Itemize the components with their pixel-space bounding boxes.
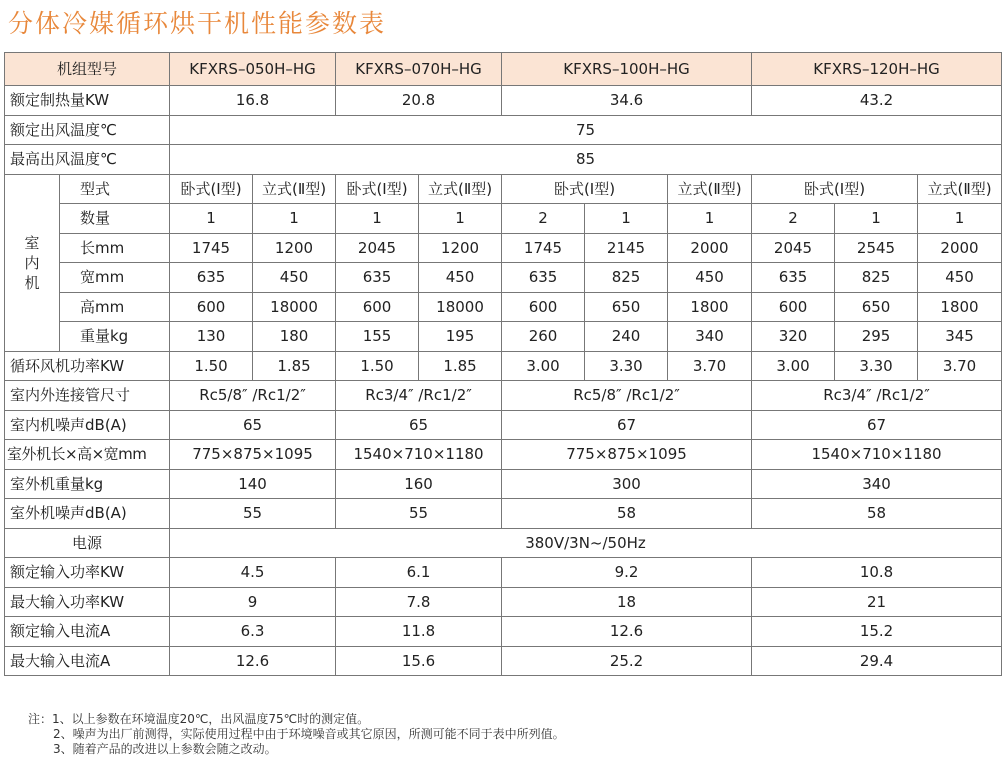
table-row (5, 381, 1002, 411)
cell: 卧式(Ⅰ型) (170, 174, 253, 204)
cell: 65 (336, 410, 502, 440)
cell: 2545 (835, 233, 918, 263)
footnotes (28, 712, 565, 756)
row-label: 电源 (5, 528, 170, 558)
cell: 1800 (918, 292, 1002, 322)
cell: 2045 (752, 233, 835, 263)
cell: 立式(Ⅱ型) (419, 174, 502, 204)
cell: 1 (835, 204, 918, 234)
cell: 11.8 (336, 617, 502, 647)
row-label: 高mm (60, 292, 170, 322)
table-row (5, 617, 1002, 647)
cell: 卧式(Ⅰ型) (336, 174, 419, 204)
cell: 1200 (419, 233, 502, 263)
cell: 2000 (668, 233, 752, 263)
cell: 1 (336, 204, 419, 234)
table-row (5, 351, 1002, 381)
cell: 1800 (668, 292, 752, 322)
cell: 320 (752, 322, 835, 352)
spec-table (4, 52, 1002, 676)
cell: 1 (918, 204, 1002, 234)
cell: 600 (336, 292, 419, 322)
cell: 立式(Ⅱ型) (253, 174, 336, 204)
cell: 600 (752, 292, 835, 322)
model-header: KFXRS–050H–HG (170, 53, 336, 86)
cell: 450 (918, 263, 1002, 293)
row-label: 室内外连接管尺寸 (5, 381, 170, 411)
table-row (5, 322, 1002, 352)
cell: 75 (170, 115, 1002, 145)
cell: 650 (835, 292, 918, 322)
cell: 2145 (585, 233, 668, 263)
cell: 卧式(Ⅰ型) (502, 174, 668, 204)
row-label: 室外机长×高×宽mm (5, 440, 170, 470)
model-header: KFXRS–120H–HG (752, 53, 1002, 86)
cell: 2045 (336, 233, 419, 263)
cell: 1.85 (253, 351, 336, 381)
cell: 1745 (502, 233, 585, 263)
cell: 15.2 (752, 617, 1002, 647)
cell: 295 (835, 322, 918, 352)
cell: 20.8 (336, 86, 502, 116)
cell: 3.00 (502, 351, 585, 381)
cell: 3.70 (668, 351, 752, 381)
indoor-unit-group-label: 室 内 机 (5, 174, 60, 351)
cell: 635 (336, 263, 419, 293)
table-row (5, 233, 1002, 263)
page-title: 分体冷媒循环烘干机性能参数表 (8, 9, 387, 38)
cell: 3.30 (835, 351, 918, 381)
cell: Rc3/4″ /Rc1/2″ (336, 381, 502, 411)
model-header-label: 机组型号 (5, 53, 170, 86)
cell: 775×875×1095 (502, 440, 752, 470)
cell: 67 (502, 410, 752, 440)
cell: 4.5 (170, 558, 336, 588)
row-label: 循环风机功率KW (5, 351, 170, 381)
row-label: 最大输入功率KW (5, 587, 170, 617)
cell: 16.8 (170, 86, 336, 116)
cell: 450 (419, 263, 502, 293)
cell: 18000 (253, 292, 336, 322)
model-header: KFXRS–100H–HG (502, 53, 752, 86)
row-label: 最高出风温度℃ (5, 145, 170, 175)
cell: 340 (668, 322, 752, 352)
cell: 55 (336, 499, 502, 529)
cell: 25.2 (502, 646, 752, 676)
cell: 58 (752, 499, 1002, 529)
table-row (5, 204, 1002, 234)
cell: 600 (170, 292, 253, 322)
cell: 2 (502, 204, 585, 234)
cell: 195 (419, 322, 502, 352)
cell: 21 (752, 587, 1002, 617)
cell: 3.30 (585, 351, 668, 381)
cell: 9 (170, 587, 336, 617)
cell: 55 (170, 499, 336, 529)
cell: 1745 (170, 233, 253, 263)
row-label: 最大输入电流A (5, 646, 170, 676)
cell: 1 (253, 204, 336, 234)
cell: 18000 (419, 292, 502, 322)
cell: 825 (585, 263, 668, 293)
cell: 1540×710×1180 (336, 440, 502, 470)
cell: 775×875×1095 (170, 440, 336, 470)
table-header-row (5, 53, 1002, 86)
cell: Rc5/8″ /Rc1/2″ (170, 381, 336, 411)
cell: 67 (752, 410, 1002, 440)
table-row (5, 115, 1002, 145)
table-row (5, 440, 1002, 470)
cell: 635 (502, 263, 585, 293)
table-row (5, 646, 1002, 676)
cell: 43.2 (752, 86, 1002, 116)
cell: 380V/3N~/50Hz (170, 528, 1002, 558)
cell: 160 (336, 469, 502, 499)
table-row (5, 587, 1002, 617)
row-label: 额定制热量KW (5, 86, 170, 116)
table-row (5, 292, 1002, 322)
cell: 450 (253, 263, 336, 293)
cell: 立式(Ⅱ型) (918, 174, 1002, 204)
cell: 130 (170, 322, 253, 352)
cell: 34.6 (502, 86, 752, 116)
table-row (5, 86, 1002, 116)
cell: 260 (502, 322, 585, 352)
footnote: 2、噪声为出厂前测得，实际使用过程中由于环境噪音或其它原因，所测可能不同于表中所列值。 (53, 727, 565, 741)
row-label: 宽mm (60, 263, 170, 293)
cell: Rc5/8″ /Rc1/2″ (502, 381, 752, 411)
cell: 7.8 (336, 587, 502, 617)
cell: Rc3/4″ /Rc1/2″ (752, 381, 1002, 411)
row-label: 额定输入电流A (5, 617, 170, 647)
cell: 140 (170, 469, 336, 499)
table-row (5, 528, 1002, 558)
row-label: 额定输入功率KW (5, 558, 170, 588)
cell: 1200 (253, 233, 336, 263)
cell: 240 (585, 322, 668, 352)
row-label: 型式 (60, 174, 170, 204)
row-label: 数量 (60, 204, 170, 234)
cell: 3.70 (918, 351, 1002, 381)
cell: 立式(Ⅱ型) (668, 174, 752, 204)
cell: 58 (502, 499, 752, 529)
cell: 450 (668, 263, 752, 293)
cell: 180 (253, 322, 336, 352)
row-label: 室外机重量kg (5, 469, 170, 499)
footnote: 3、随着产品的改进以上参数会随之改动。 (53, 742, 277, 756)
cell: 825 (835, 263, 918, 293)
cell: 2000 (918, 233, 1002, 263)
cell: 1 (170, 204, 253, 234)
cell: 65 (170, 410, 336, 440)
cell: 1 (585, 204, 668, 234)
table-row (5, 558, 1002, 588)
cell: 6.3 (170, 617, 336, 647)
cell: 635 (170, 263, 253, 293)
cell: 650 (585, 292, 668, 322)
cell: 3.00 (752, 351, 835, 381)
footnote: 注：1、以上参数在环境温度20℃，出风温度75℃时的测定值。 (28, 712, 370, 726)
row-label: 室外机噪声dB(A) (5, 499, 170, 529)
cell: 10.8 (752, 558, 1002, 588)
table-row (5, 145, 1002, 175)
cell: 1.85 (419, 351, 502, 381)
cell: 1.50 (170, 351, 253, 381)
cell: 12.6 (170, 646, 336, 676)
cell: 2 (752, 204, 835, 234)
cell: 29.4 (752, 646, 1002, 676)
cell: 85 (170, 145, 1002, 175)
table-row (5, 174, 1002, 204)
model-header: KFXRS–070H–HG (336, 53, 502, 86)
cell: 345 (918, 322, 1002, 352)
cell: 6.1 (336, 558, 502, 588)
cell: 340 (752, 469, 1002, 499)
cell: 15.6 (336, 646, 502, 676)
cell: 600 (502, 292, 585, 322)
cell: 1.50 (336, 351, 419, 381)
cell: 300 (502, 469, 752, 499)
cell: 卧式(Ⅰ型) (752, 174, 918, 204)
cell: 1 (419, 204, 502, 234)
table-row (5, 499, 1002, 529)
table-row (5, 469, 1002, 499)
table-row (5, 410, 1002, 440)
row-label: 额定出风温度℃ (5, 115, 170, 145)
cell: 155 (336, 322, 419, 352)
cell: 1540×710×1180 (752, 440, 1002, 470)
cell: 1 (668, 204, 752, 234)
row-label: 长mm (60, 233, 170, 263)
row-label: 室内机噪声dB(A) (5, 410, 170, 440)
table-row (5, 263, 1002, 293)
cell: 635 (752, 263, 835, 293)
row-label: 重量kg (60, 322, 170, 352)
cell: 9.2 (502, 558, 752, 588)
cell: 18 (502, 587, 752, 617)
cell: 12.6 (502, 617, 752, 647)
